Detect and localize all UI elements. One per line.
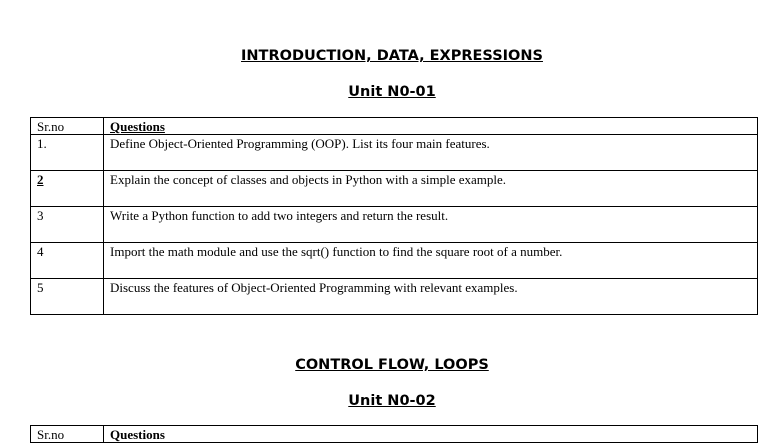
unit-2-questions-table [30,425,758,443]
sr-no-cell: 1. [31,135,104,171]
table-row [31,135,758,171]
question-cell: Import the math module and use the sqrt() function to find the square root of a number. [104,243,758,279]
sr-no-header: Sr.no [31,426,104,443]
question-cell: Explain the concept of classes and objects in Python with a simple example. [104,171,758,207]
unit-1-questions-table [30,117,758,315]
question-cell: Define Object-Oriented Programming (OOP). List its four main features. [104,135,758,171]
table-row [31,243,758,279]
sr-no-cell: 3 [31,207,104,243]
sr-no-cell: 2 [31,171,104,207]
section-1-unit: Unit N0-01 [348,84,436,100]
table-row [31,171,758,207]
questions-header: Questions [104,426,758,443]
sr-no-cell: 5 [31,279,104,315]
table-row [31,207,758,243]
questions-header: Questions [104,118,758,135]
table-header-row [31,118,758,135]
table-row [31,279,758,315]
section-2-unit: Unit N0-02 [348,393,436,409]
question-cell: Write a Python function to add two integers and return the result. [104,207,758,243]
section-1-title: INTRODUCTION, DATA, EXPRESSIONS [241,48,543,64]
question-cell: Discuss the features of Object-Oriented Programming with relevant examples. [104,279,758,315]
section-2-title: CONTROL FLOW, LOOPS [295,357,489,373]
sr-no-header: Sr.no [31,118,104,135]
sr-no-cell: 4 [31,243,104,279]
table-header-row [31,426,758,443]
